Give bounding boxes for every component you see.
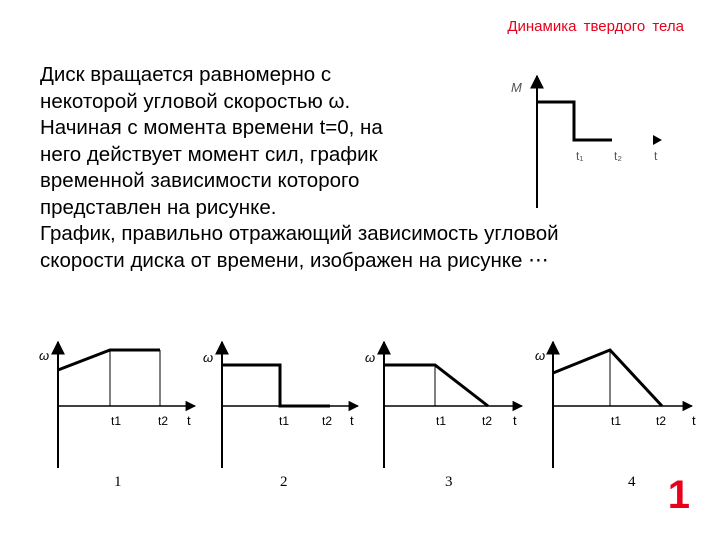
option-2-x-label: t [350,413,354,428]
option-4-tick-t1: t1 [611,414,622,428]
option-2-number: 2 [280,474,288,490]
torque-y-label: M [511,80,522,95]
option-1-y-label: ω [39,348,50,363]
option-4-curve [553,350,662,406]
option-4-tick-t2: t2 [656,414,667,428]
option-3-x-label: t [513,413,517,428]
option-1-tick-t2: t2 [158,414,169,428]
problem-line: него действует момент сил, график [40,142,378,166]
option-1-tick-t1: t1 [111,414,122,428]
subject-title: Динамика твердого тела [507,18,684,35]
problem-line: некоторой угловой скоростью ω. [40,89,351,113]
option-3-number: 3 [445,474,453,490]
option-3-curve [384,365,488,406]
torque-graph [511,76,662,208]
page-number: 1 [667,473,690,517]
option-1-number: 1 [114,474,122,490]
problem-line: Диск вращается равномерно с [40,63,332,86]
option-2-curve [222,365,330,406]
problem-line: временной зависимости которого [40,169,360,192]
option-graph-4 [535,342,696,490]
option-1-curve [58,350,160,370]
option-4-y-label: ω [535,348,546,363]
option-2-y-label: ω [203,350,214,365]
option-3-tick-t2: t2 [482,414,493,428]
option-3-y-label: ω [365,350,376,365]
option-3-tick-t1: t1 [436,414,447,428]
option-1-x-label: t [187,413,191,428]
torque-tick-t2: t₂ [614,149,622,163]
problem-line: скорости диска от времени, изображен на рисунке ⋯ [40,248,549,272]
problem-line: Начиная с момента времени t=0, на [40,116,383,139]
option-2-tick-t1: t1 [279,414,290,428]
option-graph-2 [203,342,358,490]
option-graph-1 [39,342,195,490]
torque-x-label: t [654,149,658,163]
option-2-tick-t2: t2 [322,414,333,428]
problem-line: График, правильно отражающий зависимость угловой [40,222,559,245]
problem-line: представлен на рисунке. [40,195,277,219]
option-4-x-label: t [692,413,696,428]
torque-line [537,102,612,140]
torque-tick-t1: t₁ [576,149,584,163]
option-graph-3 [365,342,522,490]
torque-x-arrow [653,135,662,145]
option-4-number: 4 [628,474,636,490]
